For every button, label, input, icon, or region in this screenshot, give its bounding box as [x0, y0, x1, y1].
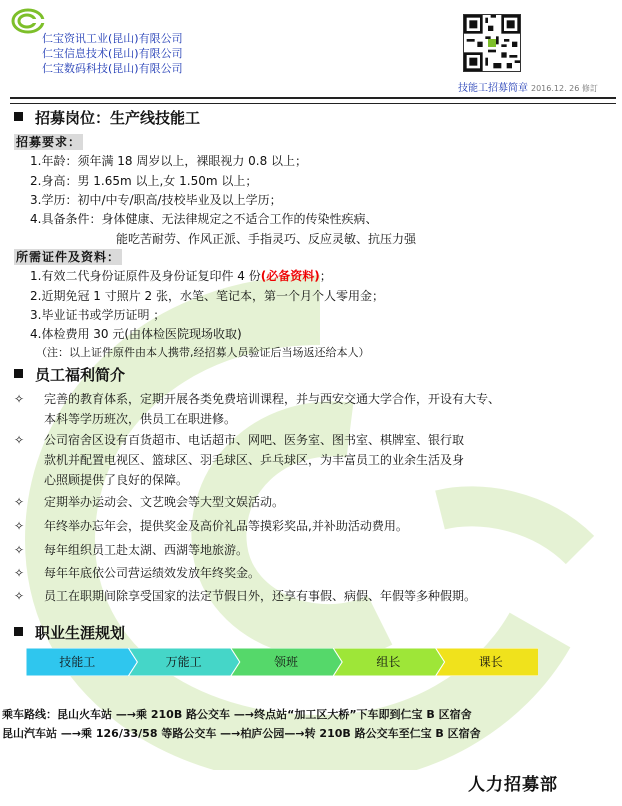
requirement-line: 3.学历：初中/中专/职高/技校毕业及以上学历； [30, 193, 282, 207]
career-step [436, 648, 538, 676]
benefit-line: 公司宿舍区设有百货超市、电话超市、网吧、医务室、图书室、棋牌室、银行取 [44, 433, 465, 447]
career-path [26, 648, 538, 676]
career-step [26, 648, 137, 676]
career-heading-text: 职业生涯规划 [35, 624, 126, 642]
career-heading [14, 622, 125, 643]
bus-route-line: 昆山汽车站 —→乘 126/33/58 等路公交车 —→柏庐公园—→转 210B 路公交车至仁宝 B 区宿舍 [2, 727, 481, 740]
benefit-line: 每年组织员工赴太湖、西湖等地旅游。 [44, 543, 249, 557]
company-names [42, 31, 183, 76]
company-name: 仁宝数码科技(昆山)有限公司 [42, 62, 183, 75]
company-logo [11, 8, 45, 34]
square-bullet-icon [14, 369, 23, 378]
diamond-outline-icon: ✧ [14, 519, 25, 533]
diamond-outline-icon: ✧ [14, 589, 25, 603]
doc-line: 4.体检费用 30 元(由体检医院现场收取) [30, 327, 242, 341]
benefits-heading-text: 员工福利简介 [35, 366, 126, 384]
career-step-label: 万能工 [165, 655, 202, 669]
benefit-line: 款机并配置电视区、篮球区、羽毛球区、乒乓球区，为丰富员工的业余生活及身 [44, 453, 465, 467]
doc-line-end: ； [319, 269, 332, 283]
benefit-line: 定期举办运动会、文艺晚会等大型文娱活动。 [44, 495, 285, 509]
benefit-line: 本科等学历班次，供员工在职进修。 [44, 412, 237, 426]
benefit-line: 每年年底依公司营运绩效发放年终奖金。 [44, 566, 261, 580]
benefit-line: 年终举办忘年会，提供奖金及高价礼品等摸彩奖品,并补助活动费用。 [44, 519, 408, 533]
career-step-label: 领班 [273, 655, 299, 669]
diamond-outline-icon: ✧ [14, 543, 25, 557]
career-step [231, 648, 342, 676]
docs-note: （注：以上证件原件由本人携带,经招募人员验证后当场返还给本人） [36, 346, 370, 359]
recruit-heading-text: 招募岗位：生产线技能工 [35, 109, 201, 127]
company-name: 仁宝信息技术(昆山)有限公司 [42, 47, 183, 60]
requirement-line: 2.身高：男 1.65m 以上,女 1.50m 以上； [30, 174, 258, 188]
benefits-heading [14, 364, 125, 385]
required-tag: (必备资料) [260, 269, 320, 283]
career-step-label: 课长 [478, 655, 503, 669]
diamond-outline-icon: ✧ [14, 495, 25, 509]
benefit-line: 心照顾提供了良好的保障。 [44, 473, 189, 487]
document-title-text: 技能工招募简章 [458, 83, 528, 94]
requirements-label: 招募要求： [16, 135, 82, 149]
career-step [128, 648, 239, 676]
doc-line [30, 268, 332, 284]
requirement-line: 4.具备条件：身体健康、无法律规定之不适合工作的传染性疾病、 [30, 212, 378, 226]
requirement-line: 能吃苦耐劳、作风正派、手指灵巧、反应灵敏、抗压力强 [116, 232, 417, 246]
diamond-outline-icon: ✧ [14, 392, 25, 406]
document-title [458, 79, 598, 94]
recruit-heading [14, 107, 200, 128]
benefit-line: 员工在职期间除享受国家的法定节假日外，还享有事假、病假、年假等多种假期。 [44, 589, 477, 603]
docs-label: 所需证件及资料： [16, 250, 121, 264]
career-step-label: 组长 [376, 655, 401, 669]
career-step-label: 技能工 [59, 655, 96, 669]
square-bullet-icon [14, 112, 23, 121]
doc-line: 3.毕业证书或学历证明 ； [30, 308, 166, 322]
requirement-line: 1.年龄：须年满 18 周岁以上，裸眼视力 0.8 以上； [30, 154, 308, 168]
diamond-outline-icon: ✧ [14, 433, 25, 447]
benefit-line: 完善的教育体系，定期开展各类免费培训课程，并与西安交通大学合作，开设有大专、 [44, 392, 501, 406]
square-bullet-icon [14, 627, 23, 636]
department-signature: 人力招募部 [468, 775, 558, 795]
career-step [333, 648, 444, 676]
bus-route-line: 乘车路线：昆山火车站 —→乘 210B 路公交车 —→终点站“加工区大桥”下车即到仁宝 B 区宿舍 [2, 708, 472, 721]
doc-line-text: 1.有效二代身份证原件及身份证复印件 4 份 [30, 269, 261, 283]
diamond-outline-icon: ✧ [14, 566, 25, 580]
qr-code [463, 14, 521, 72]
header-divider [10, 97, 616, 104]
company-name: 仁宝资讯工业(昆山)有限公司 [42, 32, 183, 45]
document-date: 2016.12. 26 修訂 [531, 84, 598, 93]
doc-line: 2.近期免冠 1 寸照片 2 张，水笔、笔记本，第一个月个人零用金； [30, 289, 384, 303]
